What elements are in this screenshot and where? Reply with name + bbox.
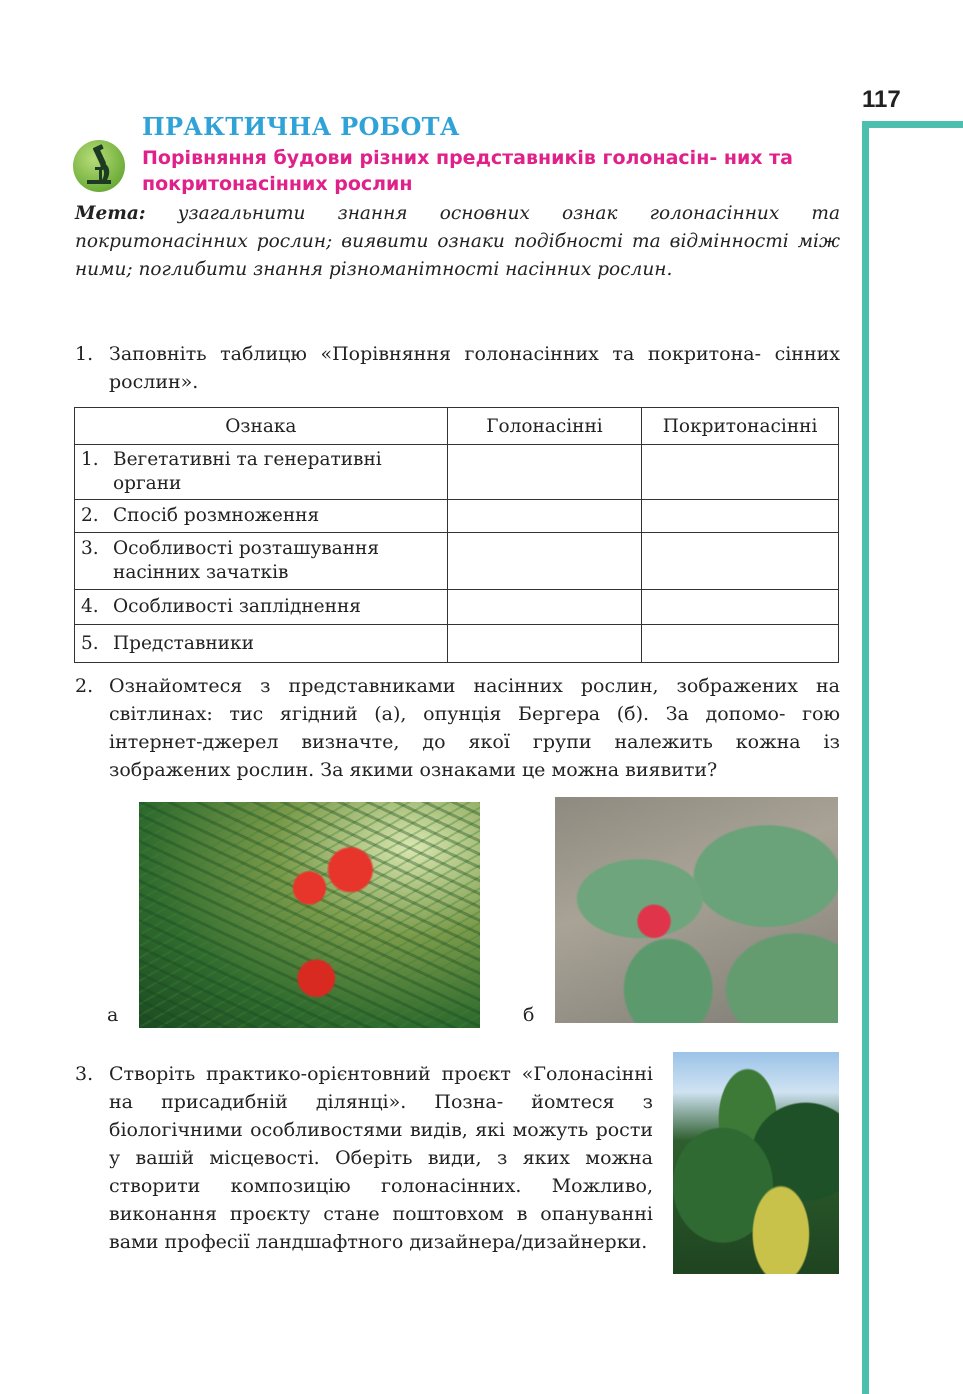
table-row [75,625,839,663]
table-header-gymnosperms: Голонасінні [447,408,642,445]
table-row [75,533,839,590]
row-number: 3. [81,538,99,559]
row-number: 4. [81,596,99,617]
table-cell-empty [447,445,642,500]
table-cell-empty [642,500,839,533]
row-label: Спосіб розмноження [113,505,320,526]
goal-label: Мета: [75,203,146,224]
photo-yew-berries [139,802,480,1028]
table-cell-feature [75,625,448,663]
table-cell-feature [75,590,448,625]
row-label: Представники [113,632,254,654]
task-number: 3. [75,1063,94,1085]
task-3 [75,1060,653,1256]
task-number: 2. [75,675,94,697]
task-number: 1. [75,343,94,365]
task-1 [75,340,840,396]
table-header-angiosperms: Покритонасінні [642,408,839,445]
table-cell-empty [447,625,642,663]
goal-paragraph [75,200,840,284]
table-header-feature: Ознака [75,408,448,445]
table-cell-empty [642,625,839,663]
table-cell-empty [447,590,642,625]
photo-opuntia-cactus [555,797,838,1023]
comparison-table [74,407,839,663]
task-text: Заповніть таблицю «Порівняння голонасінних та покритона- сінних рослин». [109,343,840,393]
table-cell-empty [642,590,839,625]
task-text: Створіть практико-орієнтовний проєкт «Голонасінні на присадибній ділянці». Позна- йомтеся з біологічними особливостями видів, які можуть рости у вашій місцевості. Оберіть види, з яких можна створити композицію голонасінних. Можливо, виконання проєкту стане поштовхом в опануванні вами професії ландшафтного дизайнера/дизайнерки. [109,1063,653,1253]
table-row [75,590,839,625]
photo-caption-b: б [523,1004,535,1026]
section-subheading: Порівняння будови різних представників голонасін- них та покритонасінних рослин [142,147,793,195]
section-heading: ПРАКТИЧНА РОБОТА [142,112,460,141]
row-label: Особливості розташування насінних зачатків [113,538,380,583]
task-text: Ознайомтеся з представниками насінних рослин, зображених на світлинах: тис ягідний (а), опунція Бергера (б). За допомо- гою інтернет-джерел визначте, до якої групи належить кожна із зображених рослин. За якими ознаками це можна виявити? [109,675,840,781]
photo-caption-a: а [107,1004,119,1026]
table-row [75,445,839,500]
row-label: Особливості запліднення [113,596,361,617]
table-cell-feature [75,500,448,533]
table-cell-empty [447,500,642,533]
photo-conifer-garden [673,1052,839,1274]
row-number: 2. [81,505,99,526]
page-number: 117 [862,86,901,113]
task-2 [75,672,840,784]
margin-accent-bar [862,121,869,1394]
margin-accent-bar-top [862,121,963,128]
table-cell-empty [642,533,839,590]
microscope-icon [73,140,125,192]
row-label: Вегетативні та генеративні органи [113,449,382,494]
table-cell-feature [75,533,448,590]
goal-text: узагальнити знання основних ознак голонасінних та покритонасінних рослин; виявити ознаки подібності та відмінності між ними; поглибити знання різноманітності насінних рослин. [75,203,840,280]
row-number: 1. [81,449,99,470]
table-cell-empty [447,533,642,590]
table-cell-empty [642,445,839,500]
row-number: 5. [81,632,99,654]
table-row [75,500,839,533]
table-cell-feature [75,445,448,500]
table-header-row [75,408,839,445]
